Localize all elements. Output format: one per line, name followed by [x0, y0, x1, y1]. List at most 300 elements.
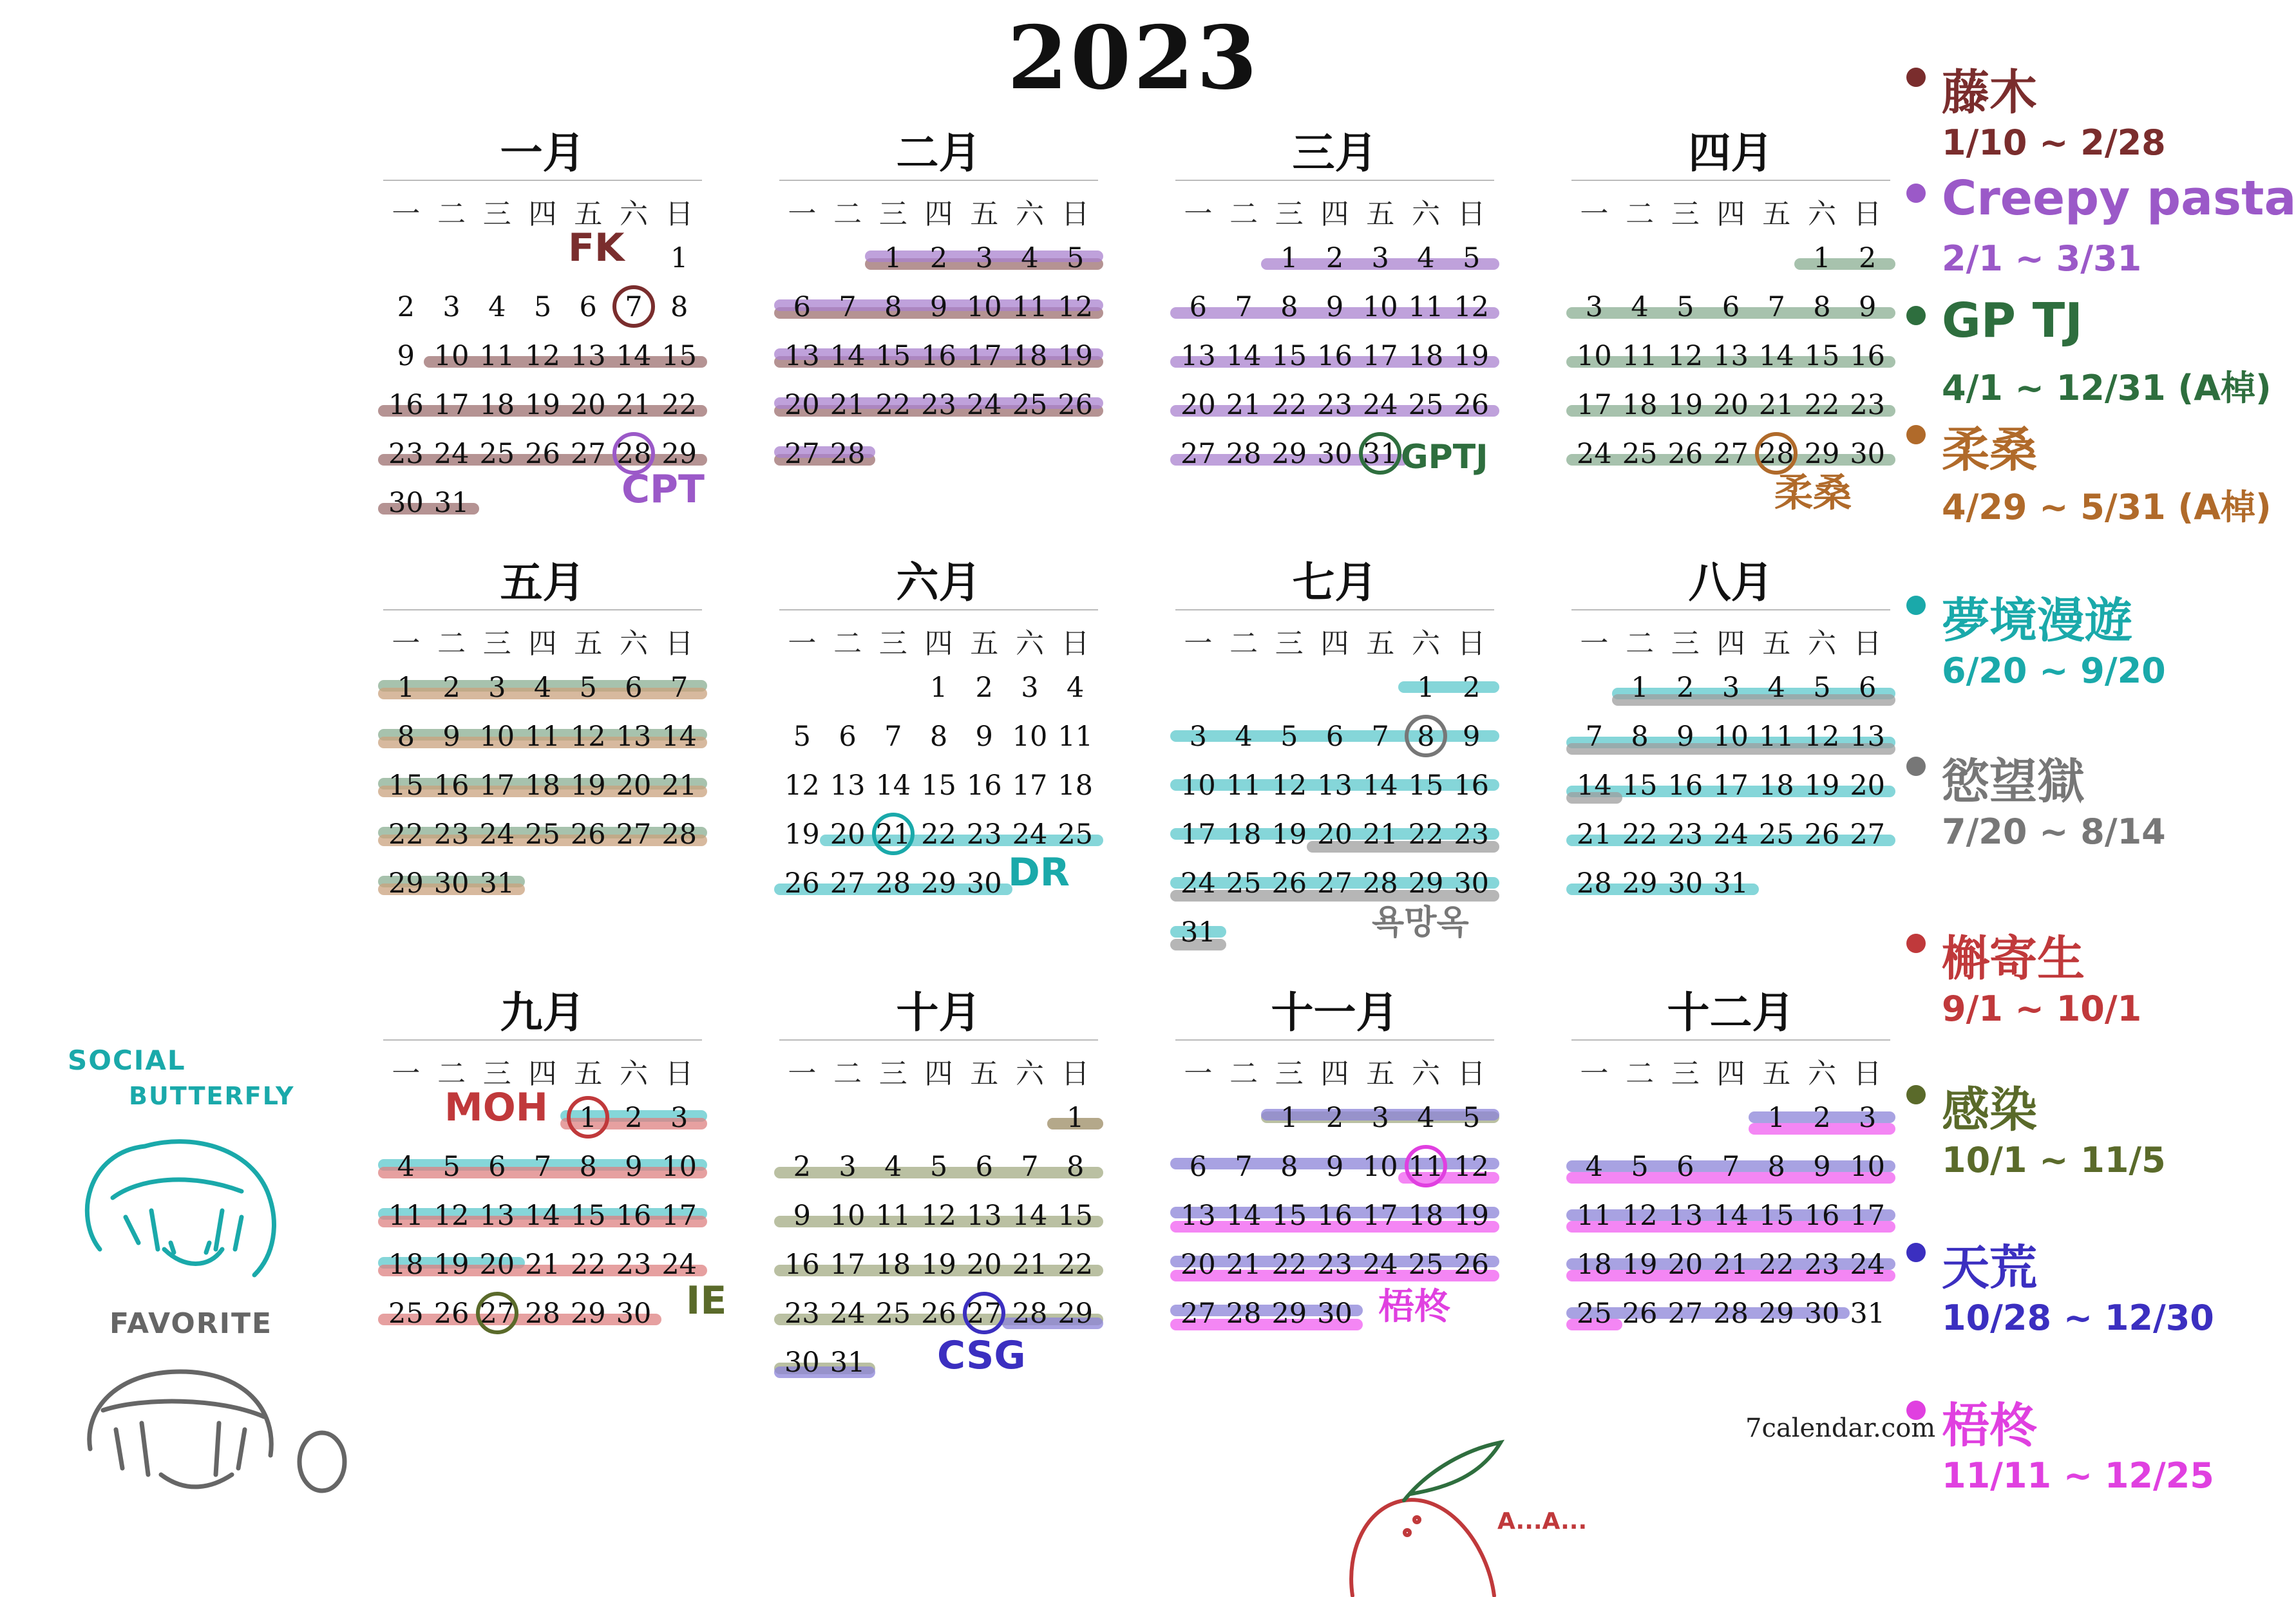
day-20: 20	[830, 818, 866, 851]
weekday-label: 三	[482, 627, 511, 660]
weekday-label: 二	[1626, 198, 1655, 231]
day-14: 14	[1577, 770, 1612, 802]
day-16: 16	[966, 770, 1002, 802]
day-28: 28	[875, 867, 911, 900]
day-28: 28	[1713, 1298, 1749, 1330]
day-9: 9	[1676, 721, 1694, 753]
week-row	[1175, 332, 1494, 381]
day-23: 23	[921, 389, 956, 421]
day-29: 29	[570, 1298, 606, 1330]
weekday-label: 一	[788, 627, 817, 660]
day-17: 17	[1362, 340, 1398, 372]
day-3: 3	[1858, 1102, 1877, 1134]
day-13: 13	[1181, 1200, 1216, 1232]
month-5	[383, 555, 702, 908]
day-25: 25	[525, 818, 560, 851]
weekday-label: 五	[970, 627, 999, 660]
day-1: 1	[1066, 1102, 1085, 1134]
day-29: 29	[1271, 438, 1307, 470]
legend-dot-icon	[1906, 306, 1926, 325]
day-2: 2	[1813, 1102, 1831, 1134]
day-16: 16	[1667, 770, 1703, 802]
day-5: 5	[1280, 721, 1298, 753]
day-24: 24	[1713, 818, 1749, 851]
favorite-label: FAVORITE	[109, 1307, 273, 1340]
day-12: 12	[525, 340, 560, 372]
day-25: 25	[1012, 389, 1048, 421]
day-7: 7	[1371, 721, 1389, 753]
day-20: 20	[966, 1249, 1002, 1281]
day-31: 31	[1181, 916, 1216, 949]
day-17: 17	[661, 1200, 697, 1232]
day-7: 7	[670, 672, 688, 704]
day-20: 20	[1181, 1249, 1216, 1281]
month-name: 十二月	[1571, 985, 1890, 1041]
day-29: 29	[1271, 1298, 1307, 1330]
day-9: 9	[975, 721, 993, 753]
day-5: 5	[442, 1151, 460, 1183]
day-6: 6	[1189, 291, 1208, 323]
grey-character-doodle	[77, 1346, 386, 1500]
day-9: 9	[1462, 721, 1481, 753]
day-25: 25	[1058, 818, 1094, 851]
day-21: 21	[1713, 1249, 1749, 1281]
legend-name: Creepy pasta	[1942, 171, 2296, 226]
week-row	[383, 332, 702, 381]
day-30: 30	[784, 1347, 820, 1379]
day-18: 18	[1012, 340, 1048, 372]
month-name: 一月	[383, 126, 702, 181]
day-17: 17	[1181, 818, 1216, 851]
legend-range: 10/1 ~ 11/5	[1942, 1140, 2166, 1180]
day-7: 7	[1585, 721, 1604, 753]
day-3: 3	[670, 1102, 688, 1134]
weekday-label: 五	[970, 198, 999, 231]
day-4: 4	[397, 1151, 415, 1183]
weekday-header	[1571, 189, 1890, 234]
day-22: 22	[1271, 1249, 1307, 1281]
day-7: 7	[1722, 1151, 1740, 1183]
day-5: 5	[1631, 1151, 1649, 1183]
day-5: 5	[1813, 672, 1831, 704]
day-6: 6	[1722, 291, 1740, 323]
day-26: 26	[784, 867, 820, 900]
weekday-label: 日	[1061, 627, 1090, 660]
day-17: 17	[1362, 1200, 1398, 1232]
day-21: 21	[875, 818, 911, 851]
day-3: 3	[839, 1151, 857, 1183]
month-12	[1571, 985, 1890, 1338]
day-27: 27	[830, 867, 866, 900]
weekday-label: 一	[1580, 198, 1609, 231]
week-row	[779, 1289, 1098, 1338]
day-10: 10	[1850, 1151, 1886, 1183]
day-23: 23	[616, 1249, 652, 1281]
day-10: 10	[1012, 721, 1048, 753]
weekday-label: 五	[574, 198, 603, 231]
day-24: 24	[433, 438, 470, 470]
weekday-label: 五	[970, 1057, 999, 1090]
day-4: 4	[884, 1151, 902, 1183]
day-16: 16	[1317, 1200, 1352, 1232]
day-19: 19	[1804, 770, 1840, 802]
day-12: 12	[921, 1200, 956, 1232]
mark-korean: 욕망옥	[1372, 903, 1469, 942]
day-23: 23	[1667, 818, 1703, 851]
month-name: 五月	[383, 555, 702, 610]
day-5: 5	[1462, 1102, 1481, 1134]
week-row	[1571, 859, 1890, 908]
weekday-label: 六	[619, 198, 648, 231]
legend-range: 4/29 ~ 5/31 (A棹)	[1942, 487, 2272, 527]
day-5: 5	[579, 672, 597, 704]
day-30: 30	[1317, 1298, 1352, 1330]
day-26: 26	[1667, 438, 1703, 470]
weekday-label: 三	[878, 627, 907, 660]
weekday-label: 三	[1671, 627, 1700, 660]
day-26: 26	[1271, 867, 1307, 900]
week-row	[383, 663, 702, 712]
day-4: 4	[1417, 242, 1435, 274]
day-28: 28	[1758, 438, 1794, 470]
day-28: 28	[1577, 867, 1612, 900]
day-6: 6	[975, 1151, 993, 1183]
weekday-label: 六	[1807, 627, 1836, 660]
week-row	[1175, 283, 1494, 332]
day-7: 7	[1021, 1151, 1039, 1183]
weekday-label: 三	[482, 198, 511, 231]
day-9: 9	[1325, 291, 1344, 323]
day-1: 1	[397, 672, 415, 704]
day-11: 11	[388, 1200, 424, 1232]
weekday-label: 一	[788, 198, 817, 231]
week-row	[1571, 1093, 1890, 1142]
day-15: 15	[661, 340, 697, 372]
day-26: 26	[570, 818, 606, 851]
day-16: 16	[616, 1200, 652, 1232]
day-21: 21	[1577, 818, 1612, 851]
day-16: 16	[1317, 340, 1352, 372]
day-21: 21	[1362, 818, 1398, 851]
day-8: 8	[1813, 291, 1831, 323]
weekday-header	[779, 618, 1098, 663]
day-28: 28	[1226, 438, 1262, 470]
weekday-label: 六	[1015, 198, 1044, 231]
week-row	[1571, 1289, 1890, 1338]
day-12: 12	[1667, 340, 1703, 372]
week-row	[383, 761, 702, 810]
circled-date	[1405, 715, 1447, 757]
weekday-label: 日	[1853, 1057, 1882, 1090]
day-15: 15	[1804, 340, 1840, 372]
day-19: 19	[784, 818, 820, 851]
day-30: 30	[433, 867, 470, 900]
day-29: 29	[921, 867, 956, 900]
week-row	[383, 810, 702, 859]
day-10: 10	[1713, 721, 1749, 753]
day-24: 24	[479, 818, 515, 851]
day-4: 4	[533, 672, 552, 704]
day-20: 20	[1850, 770, 1886, 802]
day-30: 30	[966, 867, 1002, 900]
day-2: 2	[1676, 672, 1694, 704]
month-4	[1571, 126, 1890, 478]
month-name: 二月	[779, 126, 1098, 181]
day-6: 6	[1858, 672, 1877, 704]
day-14: 14	[525, 1200, 560, 1232]
weekday-label: 二	[1229, 198, 1258, 231]
month-3	[1175, 126, 1494, 478]
day-7: 7	[1235, 1151, 1253, 1183]
source-credit[interactable]: 7calendar.com	[1745, 1413, 1936, 1443]
circled-date	[1359, 432, 1401, 475]
day-6: 6	[488, 1151, 506, 1183]
day-1: 1	[579, 1102, 597, 1134]
weekday-label: 五	[574, 627, 603, 660]
day-6: 6	[1676, 1151, 1694, 1183]
day-9: 9	[397, 340, 415, 372]
day-15: 15	[875, 340, 911, 372]
legend-dot-icon	[1906, 425, 1926, 444]
day-18: 18	[1758, 770, 1794, 802]
day-3: 3	[442, 291, 460, 323]
day-18: 18	[479, 389, 515, 421]
weekday-header	[1175, 618, 1494, 663]
week-row	[779, 234, 1098, 283]
day-22: 22	[1271, 389, 1307, 421]
legend-range: 4/1 ~ 12/31 (A棹)	[1942, 368, 2272, 408]
week-row	[779, 381, 1098, 430]
day-11: 11	[479, 340, 515, 372]
day-6: 6	[579, 291, 597, 323]
weekday-label: 一	[1184, 627, 1213, 660]
circled-date	[612, 285, 655, 328]
teal-character-doodle	[61, 1120, 319, 1288]
day-22: 22	[661, 389, 697, 421]
day-9: 9	[793, 1200, 811, 1232]
weekday-label: 四	[1716, 627, 1745, 660]
day-8: 8	[1066, 1151, 1085, 1183]
day-25: 25	[1408, 389, 1444, 421]
day-19: 19	[1622, 1249, 1658, 1281]
day-8: 8	[670, 291, 688, 323]
day-15: 15	[570, 1200, 606, 1232]
mark-cpt: CPT	[621, 467, 705, 512]
day-4: 4	[1417, 1102, 1435, 1134]
week-row	[383, 1289, 702, 1338]
month-name: 七月	[1175, 555, 1494, 610]
day-14: 14	[1226, 1200, 1262, 1232]
day-1: 1	[1417, 672, 1435, 704]
day-1: 1	[1767, 1102, 1785, 1134]
mark-moh: MOH	[444, 1085, 548, 1130]
day-17: 17	[1577, 389, 1612, 421]
day-23: 23	[966, 818, 1002, 851]
day-18: 18	[1577, 1249, 1612, 1281]
weekday-label: 二	[833, 198, 862, 231]
day-24: 24	[1850, 1249, 1886, 1281]
day-27: 27	[966, 1298, 1002, 1330]
day-10: 10	[433, 340, 470, 372]
day-2: 2	[793, 1151, 811, 1183]
day-14: 14	[830, 340, 866, 372]
day-14: 14	[1758, 340, 1794, 372]
day-14: 14	[1012, 1200, 1048, 1232]
day-7: 7	[533, 1151, 552, 1183]
week-row	[1571, 332, 1890, 381]
day-3: 3	[1722, 672, 1740, 704]
day-26: 26	[1804, 818, 1840, 851]
day-13: 13	[570, 340, 606, 372]
weekday-label: 二	[1626, 1057, 1655, 1090]
day-21: 21	[525, 1249, 560, 1281]
legend-dot-icon	[1906, 184, 1926, 203]
legend-name: 柔桑	[1942, 422, 2037, 478]
day-14: 14	[616, 340, 652, 372]
day-24: 24	[1577, 438, 1612, 470]
day-13: 13	[1667, 1200, 1703, 1232]
day-3: 3	[1585, 291, 1604, 323]
day-15: 15	[1271, 340, 1307, 372]
day-27: 27	[1317, 867, 1352, 900]
day-15: 15	[1622, 770, 1658, 802]
week-row	[383, 234, 702, 283]
day-3: 3	[1371, 1102, 1389, 1134]
day-9: 9	[625, 1151, 643, 1183]
day-11: 11	[1408, 1151, 1444, 1183]
legend-range: 11/11 ~ 12/25	[1942, 1455, 2214, 1496]
week-row	[779, 663, 1098, 712]
day-17: 17	[479, 770, 515, 802]
day-29: 29	[1408, 867, 1444, 900]
social-label: SOCIAL	[68, 1044, 186, 1076]
day-24: 24	[966, 389, 1002, 421]
weekday-header	[779, 1048, 1098, 1093]
day-11: 11	[1058, 721, 1094, 753]
day-4: 4	[488, 291, 506, 323]
day-11: 11	[1758, 721, 1794, 753]
legend-range: 7/20 ~ 8/14	[1942, 811, 2166, 852]
legend-dot-icon	[1906, 1085, 1926, 1104]
day-8: 8	[1631, 721, 1649, 753]
weekday-label: 二	[833, 1057, 862, 1090]
week-row	[1571, 381, 1890, 430]
mark-fk: FK	[568, 225, 625, 270]
day-29: 29	[661, 438, 697, 470]
weekday-label: 五	[1366, 627, 1395, 660]
day-5: 5	[1676, 291, 1694, 323]
day-11: 11	[1012, 291, 1048, 323]
day-25: 25	[1622, 438, 1658, 470]
day-19: 19	[433, 1249, 470, 1281]
day-1: 1	[1631, 672, 1649, 704]
day-16: 16	[1454, 770, 1490, 802]
day-20: 20	[570, 389, 606, 421]
day-18: 18	[1408, 1200, 1444, 1232]
day-23: 23	[1317, 389, 1352, 421]
day-22: 22	[921, 818, 956, 851]
day-12: 12	[1804, 721, 1840, 753]
circled-date	[1405, 1145, 1447, 1187]
weekday-label: 四	[528, 1057, 557, 1090]
day-8: 8	[929, 721, 948, 753]
circled-date	[872, 813, 915, 855]
day-2: 2	[1462, 672, 1481, 704]
day-27: 27	[1850, 818, 1886, 851]
day-26: 26	[1454, 1249, 1490, 1281]
day-1: 1	[884, 242, 902, 274]
day-9: 9	[1325, 1151, 1344, 1183]
day-4: 4	[1585, 1151, 1604, 1183]
day-19: 19	[1058, 340, 1094, 372]
day-24: 24	[661, 1249, 697, 1281]
day-21: 21	[661, 770, 697, 802]
day-28: 28	[661, 818, 697, 851]
day-25: 25	[479, 438, 515, 470]
day-19: 19	[570, 770, 606, 802]
weekday-label: 日	[1061, 198, 1090, 231]
weekday-label: 四	[924, 198, 953, 231]
weekday-label: 日	[1061, 1057, 1090, 1090]
week-row	[383, 381, 702, 430]
day-4: 4	[1021, 242, 1039, 274]
month-name: 九月	[383, 985, 702, 1041]
day-8: 8	[884, 291, 902, 323]
weekday-label: 一	[392, 627, 421, 660]
day-31: 31	[1362, 438, 1398, 470]
day-14: 14	[875, 770, 911, 802]
weekday-label: 五	[1762, 627, 1791, 660]
day-9: 9	[929, 291, 948, 323]
weekday-label: 四	[1320, 1057, 1349, 1090]
week-row	[1175, 1191, 1494, 1240]
month-name: 八月	[1571, 555, 1890, 610]
day-17: 17	[966, 340, 1002, 372]
month-8	[1571, 555, 1890, 908]
week-row	[1571, 1142, 1890, 1191]
week-row	[1571, 234, 1890, 283]
day-14: 14	[1713, 1200, 1749, 1232]
day-10: 10	[1181, 770, 1216, 802]
year-title: 2023	[1007, 6, 1260, 109]
day-10: 10	[1362, 291, 1398, 323]
day-17: 17	[1850, 1200, 1886, 1232]
weekday-label: 日	[1457, 198, 1486, 231]
day-12: 12	[1454, 291, 1490, 323]
day-25: 25	[1577, 1298, 1612, 1330]
day-30: 30	[1667, 867, 1703, 900]
weekday-label: 二	[437, 1057, 466, 1090]
week-row	[1571, 283, 1890, 332]
weekday-label: 三	[878, 198, 907, 231]
day-2: 2	[975, 672, 993, 704]
day-6: 6	[839, 721, 857, 753]
legend-name: 藤木	[1942, 65, 2037, 120]
weekday-label: 三	[1275, 1057, 1304, 1090]
weekday-label: 三	[1275, 198, 1304, 231]
weekday-header	[1571, 1048, 1890, 1093]
week-row	[779, 712, 1098, 761]
day-27: 27	[616, 818, 652, 851]
day-25: 25	[388, 1298, 424, 1330]
legend-range: 9/1 ~ 10/1	[1942, 988, 2142, 1029]
day-13: 13	[1713, 340, 1749, 372]
day-8: 8	[1767, 1151, 1785, 1183]
weekday-label: 四	[924, 1057, 953, 1090]
legend-range: 6/20 ~ 9/20	[1942, 650, 2166, 691]
legend-name: 夢境漫遊	[1942, 593, 2132, 648]
day-30: 30	[1850, 438, 1886, 470]
